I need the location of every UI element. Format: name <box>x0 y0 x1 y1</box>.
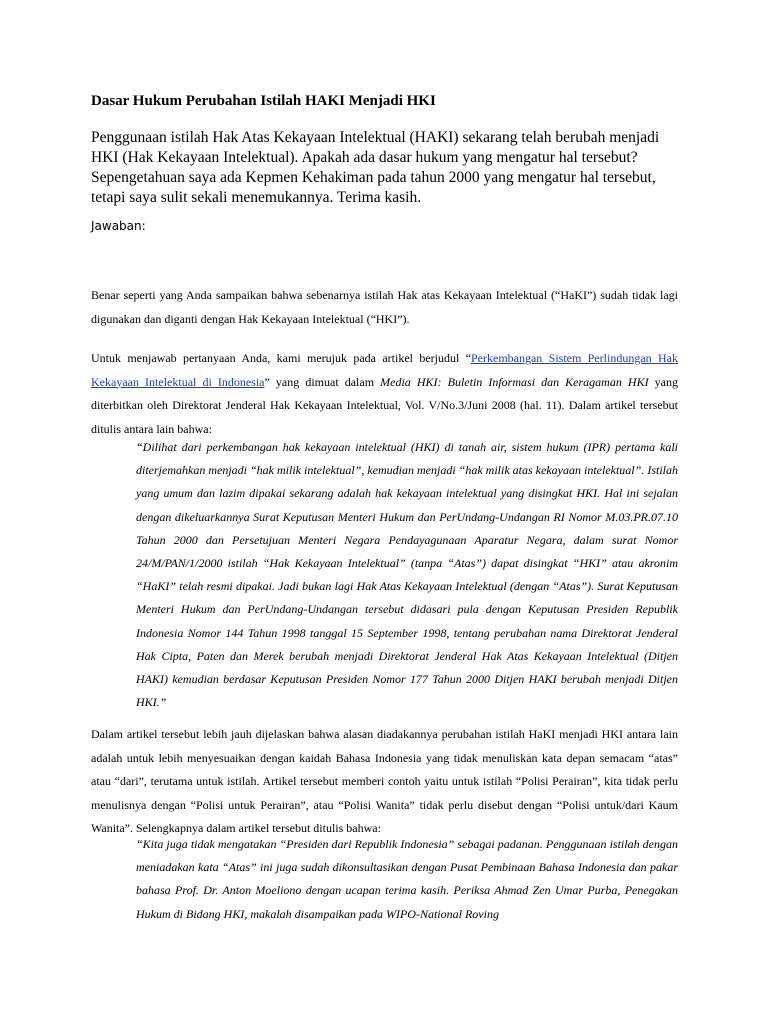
answer-paragraph-3: Dalam artikel tersebut lebih jauh dijelaskan bahwa alasan diadakannya perubahan istilah HaKI menjadi HKI antara lain adalah untuk lebih menyesuaikan dengan kaidah Bahasa Indonesia yang tidak menuliskan kata depan semacam “atas” atau “dari”, terutama untuk istilah. Artikel tersebut memberi contoh yaitu untuk istilah “Polisi Perairan”, kita tidak perlu menulisnya dengan “Polisi untuk Perairan”, atau “Polisi Wanita” tidak perlu disebut dengan “Polisi untuk/dari Kaum Wanita”. Selengkapnya dalam artikel tersebut ditulis bahwa: <box>91 727 678 835</box>
article-link[interactable]: Perkembangan Sistem Perlindungan Hak Kekayaan Intelektual di Indonesia <box>91 351 678 389</box>
quote-block-1: “Dilihat dari perkembangan hak kekayaan intelektual (HKI) di tanah air, sistem hukum (IPR) pertama kali diterjemahkan menjadi “hak milik intelektual”, kemudian menjadi “hak milik atas kekayaan intelektual”. Istilah yang umum dan lazim dipakai sekarang adalah hak kekayaan intelektual yang disingkat HKI. Hal ini sejalan dengan dikeluarkannya Surat Keputusan Menteri Hukum dan PerUndang-Undangan RI Nomor M.03.PR.07.10 Tahun 2000 dan Persetujuan Menteri Negara Pendayagunaan Aparatur Negara, dalam surat Nomor 24/M/PAN/1/2000 istilah “Hak Kekayaan Intelektual” (tanpa “Atas”) dapat disingkat “HKI” atau akronim “HaKI” telah resmi dipakai. Jadi bukan lagi Hak Atas Kekayaan Intelektual (dengan “Atas”). Surat Keputusan Menteri Hukum dan PerUndang-Undangan tersebut didasari pula dengan Keputusan Presiden Republik Indonesia Nomor 144 Tahun 1998 tanggal 15 September 1998, tentang perubahan nama Direktorat Jenderal Hak Cipta, Paten dan Merek berubah menjadi Direktorat Jenderal Hak Atas Kekayaan Intelektual (Ditjen HAKI) kemudian berdasar Keputusan Presiden Nomor 177 Tahun 2000 Ditjen HAKI berubah menjadi Ditjen HKI.” <box>136 440 678 710</box>
question-text: Penggunaan istilah Hak Atas Kekayaan Intelektual (HAKI) sekarang telah berubah menjadi HKI (Hak Kekayaan Intelektual). Apakah ada dasar hukum yang mengatur hal tersebut? Sepengetahuan saya ada Kepmen Kehakiman pada tahun 2000 yang mengatur hal tersebut, tetapi saya sulit sekali menemukannya. Terima kasih. <box>91 129 660 206</box>
paragraph-2-connector: ” yang dimuat dalam <box>264 374 381 389</box>
paragraph-2-intro: Untuk menjawab pertanyaan Anda, kami merujuk pada artikel berjudul “ <box>91 351 471 365</box>
quote-block-2: “Kita juga tidak mengatakan “Presiden dari Republik Indonesia” sebagai padanan. Penggunaan istilah dengan meniadakan kata “Atas” ini juga sudah dikonsultasikan dengan Pusat Pembinaan Bahasa Indonesia dan pakar bahasa Prof. Dr. Anton Moeliono dengan ucapan terima kasih. Periksa Ahmad Zen Umar Purba, Penegakan Hukum di Bidang HKI, makalah disampaikan pada WIPO-National Roving <box>136 837 678 921</box>
answer-paragraph-1: Benar seperti yang Anda sampaikan bahwa sebenarnya istilah Hak atas Kekayaan Intelektual (“HaKI”) sudah tidak lagi digunakan dan diganti dengan Hak Kekayaan Intelektual (“HKI”). <box>91 288 678 326</box>
answer-paragraph-2 <box>91 347 678 441</box>
paragraph-2-rest: yang diterbitkan oleh Direktorat Jenderal Hak Kekayaan Intelektual, Vol. V/No.3/Juni 2008 (hal. 11). Dalam artikel tersebut ditulis antara lain bahwa: <box>91 374 678 436</box>
publication-title: Media HKI: Buletin Informasi dan Keragaman HKI <box>380 374 649 389</box>
answer-label: Jawaban: <box>91 219 146 233</box>
document-title: Dasar Hukum Perubahan Istilah HAKI Menjadi HKI <box>91 93 436 109</box>
